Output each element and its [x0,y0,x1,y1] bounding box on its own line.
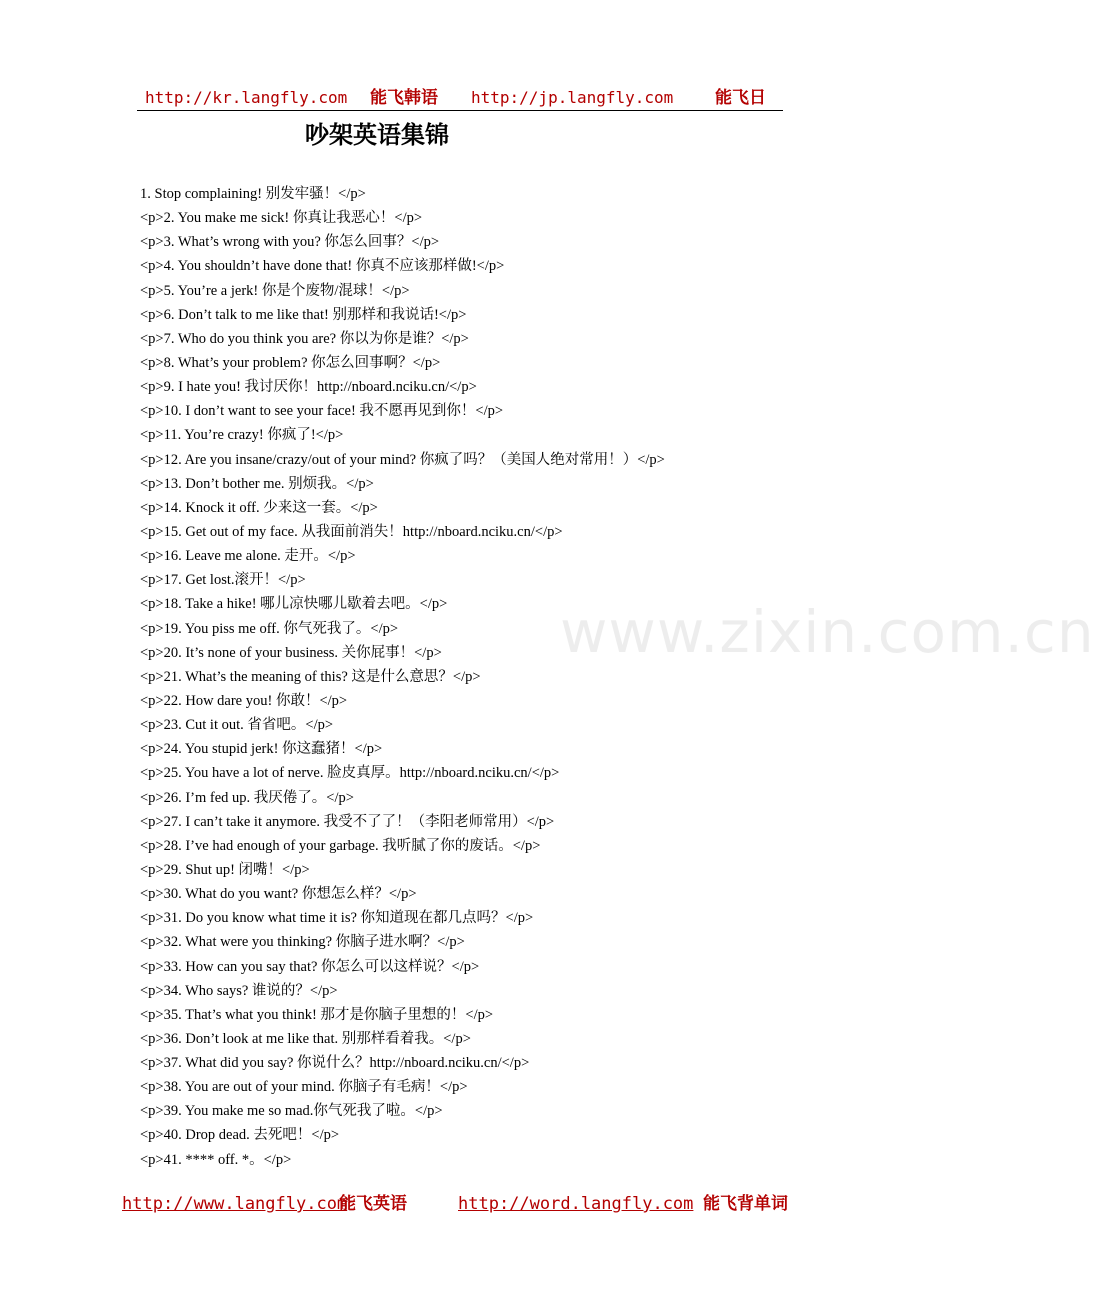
phrase-line: <p>32. What were you thinking? 你脑子进水啊？</p> [140,934,465,951]
phrase-line: <p>15. Get out of my face. 从我面前消失！http://nboard.nciku.cn/</p> [140,523,563,540]
phrase-line: <p>13. Don’t bother me. 别烦我。</p> [140,475,374,492]
phrase-line: <p>20. It’s none of your business. 关你屁事！</p> [140,644,442,661]
phrase-line: <p>5. You’re a jerk! 你是个废物/混球！</p> [140,282,410,299]
phrase-line: <p>26. I’m fed up. 我厌倦了。</p> [140,789,354,806]
phrase-line: <p>31. Do you know what time it is? 你知道现在都几点吗？</p> [140,910,534,927]
footer-label-english: 能飞英语 [339,1194,407,1214]
phrase-line: <p>8. What’s your problem? 你怎么回事啊？</p> [140,354,441,371]
phrase-line: <p>12. Are you insane/crazy/out of your mind? 你疯了吗？（美国人绝对常用！）</p> [140,451,665,468]
footer-link-word[interactable]: http://word.langfly.com [458,1194,694,1214]
phrase-line: <p>6. Don’t talk to me like that! 别那样和我说话!</p> [140,306,467,323]
phrase-line: <p>17. Get lost.滚开！</p> [140,572,306,589]
footer-label-vocab: 能飞背单词 [703,1194,788,1214]
phrase-line: <p>25. You have a lot of nerve. 脸皮真厚。http://nboard.nciku.cn/</p> [140,765,560,782]
phrase-line: <p>29. Shut up! 闭嘴！</p> [140,861,310,878]
page-header [137,86,783,111]
phrase-line: <p>24. You stupid jerk! 你这蠢猪！</p> [140,741,383,758]
phrase-line: <p>19. You piss me off. 你气死我了。</p> [140,620,399,637]
phrase-line: <p>7. Who do you think you are? 你以为你是谁？</p> [140,330,469,347]
phrase-line: <p>34. Who says? 谁说的？</p> [140,982,338,999]
phrase-line: <p>21. What’s the meaning of this? 这是什么意思？</p> [140,668,481,685]
phrase-line: <p>18. Take a hike! 哪儿凉快哪儿歇着去吧。</p> [140,596,448,613]
phrase-line: <p>22. How dare you! 你敢！</p> [140,692,348,709]
phrase-line: <p>40. Drop dead. 去死吧！</p> [140,1127,340,1144]
phrase-line: <p>28. I’ve had enough of your garbage. 我听腻了你的废话。</p> [140,837,541,854]
phrase-line: <p>38. You are out of your mind. 你脑子有毛病！</p> [140,1079,468,1096]
header-link-japanese[interactable]: http://jp.langfly.com [471,88,674,107]
watermark: www.zixin.com.cn [560,598,1095,666]
phrase-line: <p>30. What do you want? 你想怎么样？</p> [140,886,417,903]
phrase-line: 1. Stop complaining! 别发牢骚！</p> [140,186,366,202]
phrase-line: <p>14. Knock it off. 少来这一套。</p> [140,499,378,516]
header-link-korean[interactable]: http://kr.langfly.com [145,88,348,107]
header-label-korean: 能飞韩语 [370,88,438,108]
phrase-line: <p>3. What’s wrong with you? 你怎么回事？</p> [140,234,440,251]
phrase-line: <p>16. Leave me alone. 走开。</p> [140,548,356,565]
phrase-line: <p>36. Don’t look at me like that. 别那样看着我。</p> [140,1030,471,1047]
page-footer [122,1190,812,1218]
phrase-line: <p>41. **** off. *。</p> [140,1151,292,1168]
phrase-line: <p>11. You’re crazy! 你疯了!</p> [140,427,344,444]
phrase-list [140,182,860,1172]
phrase-line: <p>2. You make me sick! 你真让我恶心！</p> [140,210,423,227]
phrase-line: <p>33. How can you say that? 你怎么可以这样说？</p> [140,958,480,975]
document-title: 吵架英语集锦 [305,121,449,149]
phrase-line: <p>4. You shouldn’t have done that! 你真不应该那样做!</p> [140,258,505,275]
header-label-japanese: 能飞日 [715,88,766,108]
phrase-line: <p>35. That’s what you think! 那才是你脑子里想的！</p> [140,1006,494,1023]
phrase-line: <p>10. I don’t want to see your face! 我不愿再见到你！</p> [140,403,504,420]
phrase-line: <p>23. Cut it out. 省省吧。</p> [140,717,334,734]
phrase-line: <p>27. I can’t take it anymore. 我受不了了！（李阳老师常用）</p> [140,813,555,830]
phrase-line: <p>37. What did you say? 你说什么？http://nboard.nciku.cn/</p> [140,1055,530,1072]
footer-link-www[interactable]: http://www.langfly.com [122,1194,348,1214]
phrase-line: <p>39. You make me so mad.你气死我了啦。</p> [140,1103,443,1120]
phrase-line: <p>9. I hate you! 我讨厌你！http://nboard.nciku.cn/</p> [140,379,477,396]
